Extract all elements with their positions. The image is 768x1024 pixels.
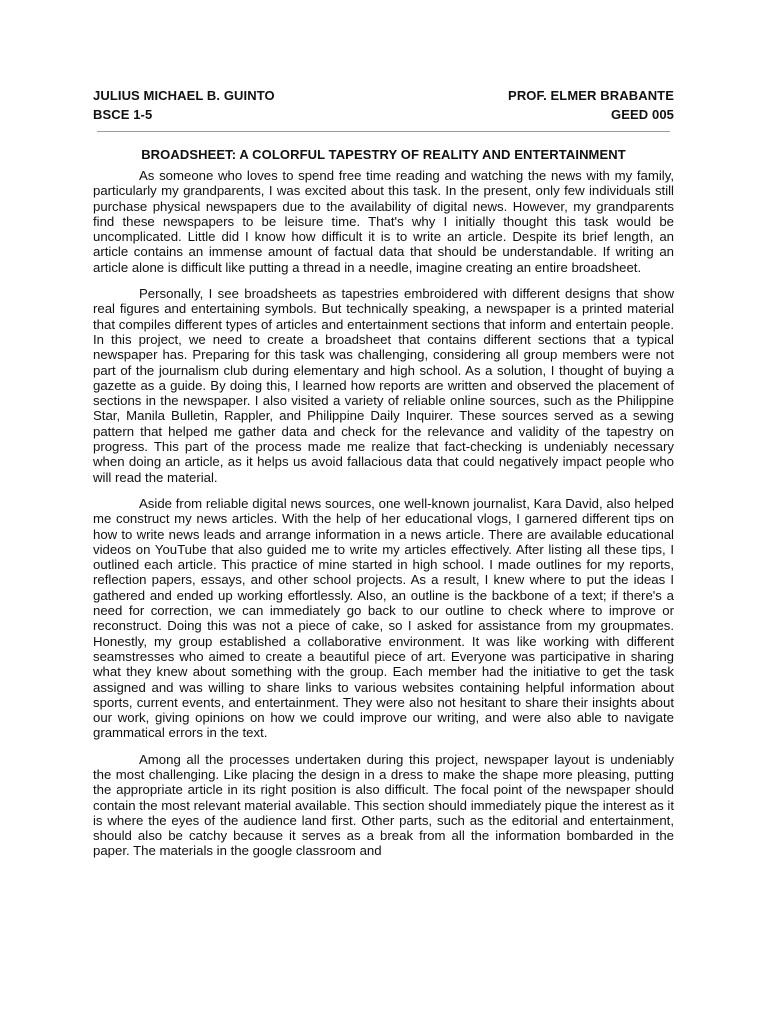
- body-paragraph-2: Personally, I see broadsheets as tapestries embroidered with different designs that show real figures and entertaining symbols. But technically speaking, a newspaper is a printed material that compiles different types of articles and entertainment sections that inform and entertain people. In this project, we need to create a broadsheet that contains different sections that a typical newspaper has. Preparing for this task was challenging, considering all group members were not part of the journalism club during elementary and high school. As a solution, I thought of buying a gazette as a guide. By doing this, I learned how reports are written and observed the placement of sections in the newspaper. I also visited a variety of reliable online sources, such as the Philippine Star, Manila Bulletin, Rappler, and Philippine Daily Inquirer. These sources served as a sewing pattern that helped me gather data and check for the relevance and validity of the tapestry on progress. This part of the process made me realize that fact-checking is undeniably necessary when doing an article, as it helps us avoid fallacious data that could negatively impact people who will read the material.: [93, 286, 674, 485]
- body-paragraph-1: As someone who loves to spend free time reading and watching the news with my family, particularly my grandparents, I was excited about this task. In the present, only few individuals still purchase physical newspapers due to the availability of digital news. However, my grandparents find these newspapers to be leisure time. That's why I initially thought this task would be uncomplicated. Little did I know how difficult it is to write an article. Despite its brief length, an article contains an immense amount of factual data that should be understandable. If writing an article alone is difficult like putting a thread in a needle, imagine creating an entire broadsheet.: [93, 168, 674, 275]
- body-paragraph-4: Among all the processes undertaken during this project, newspaper layout is undeniably the most challenging. Like placing the design in a dress to make the shape more pleasing, putting the appropriate article in its right position is also difficult. The focal point of the newspaper should contain the most relevant material available. This section should immediately pique the interest as it is where the eyes of the audience land first. Other parts, such as the editorial and entertainment, should also be catchy because it serves as a break from all the information bombarded in the paper. The materials in the google classroom and: [93, 751, 674, 859]
- document-header: [93, 0, 674, 124]
- author-name: JULIUS MICHAEL B. GUINTO: [93, 88, 275, 103]
- body-paragraph-3: Aside from reliable digital news sources, one well-known journalist, Kara David, also helped me construct my news articles. With the help of her educational vlogs, I garnered different tips on how to write news leads and arrange information in a news article. There are available educational videos on YouTube that also guided me to write my articles effectively. After listing all these tips, I outlined each article. This practice of mine started in high school. I made outlines for my reports, reflection papers, essays, and other school projects. As a result, I knew where to put the ideas I gathered and ended up working effortlessly. Also, an outline is the backbone of a text; if there's a need for correction, we can immediately go back to our outline to check where to improve or reconstruct. Doing this was not a piece of cake, so I asked for assistance from my groupmates. Honestly, my group established a collaborative environment. It was like working with different seamstresses who aimed to create a beautiful piece of art. Everyone was participative in sharing what they knew about something with the group. Each member had the initiative to get the task assigned and was willing to share links to various websites containing helpful information about sports, current events, and entertainment. They were also not hesitant to share their insights about our work, giving opinions on how we could improve our writing, and were also able to navigate grammatical errors in the text.: [93, 495, 674, 741]
- course-code: GEED 005: [611, 107, 674, 122]
- section-code: BSCE 1-5: [93, 107, 153, 122]
- document-page: [93, 0, 674, 1024]
- header-divider: [97, 131, 670, 132]
- document-title: BROADSHEET: A COLORFUL TAPESTRY OF REALITY AND ENTERTAINMENT: [141, 147, 626, 162]
- professor-name: PROF. ELMER BRABANTE: [508, 88, 674, 103]
- header-row-2: [93, 105, 674, 124]
- header-row-1: [93, 86, 674, 105]
